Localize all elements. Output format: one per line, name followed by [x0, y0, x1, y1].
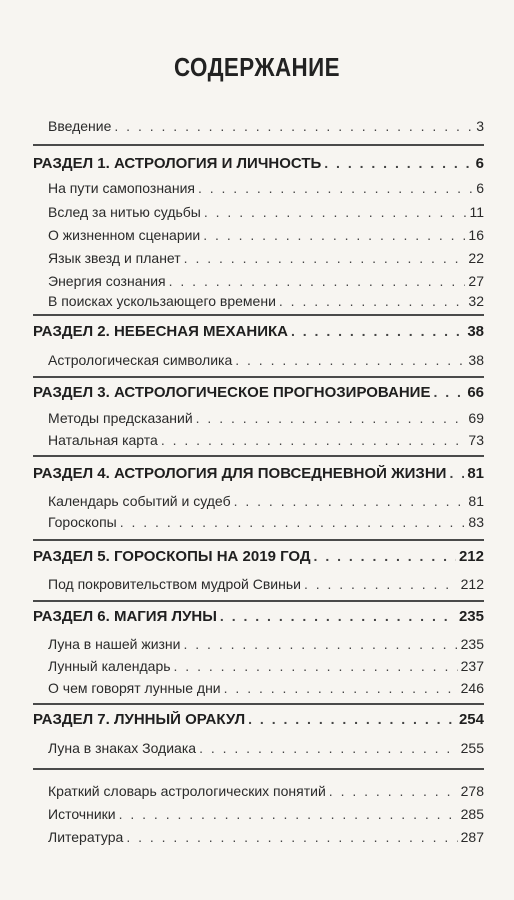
toc-entry-label: О жизненном сценарии: [48, 227, 201, 243]
toc-entry-label: Энергия сознания: [48, 273, 166, 289]
toc-entry[interactable]: [48, 493, 484, 509]
toc-entry-label: Под покровительством мудрой Свиньи: [48, 576, 301, 592]
leader-dots: [433, 384, 464, 400]
leader-dots: [119, 806, 458, 822]
toc-entry-label: Литература: [48, 829, 124, 845]
toc-entry-page: 16: [468, 227, 484, 243]
toc-entry[interactable]: [48, 352, 484, 368]
leader-dots: [329, 783, 458, 799]
leader-dots: [183, 636, 457, 652]
toc-entry-label: В поисках ускользающего времени: [48, 293, 276, 309]
toc-entry[interactable]: [48, 227, 484, 243]
toc-entry-page: 3: [476, 118, 484, 134]
toc-entry-label: Краткий словарь астрологических понятий: [48, 783, 326, 799]
toc-entry-label: Язык звезд и планет: [48, 250, 181, 266]
toc-entry-page: 246: [460, 680, 484, 696]
leader-dots: [304, 576, 458, 592]
leader-dots: [291, 323, 464, 339]
leader-dots: [314, 548, 456, 564]
leader-dots: [234, 493, 466, 509]
toc-entry[interactable]: [48, 680, 484, 696]
toc-section-4[interactable]: [33, 465, 484, 482]
toc-section-page: 66: [467, 384, 484, 401]
toc-entry[interactable]: [48, 514, 484, 530]
toc-entry-glossary[interactable]: [48, 783, 484, 799]
toc-entry-page: 38: [468, 352, 484, 368]
toc-section-6[interactable]: [33, 608, 484, 625]
toc-entry-page: 287: [460, 829, 484, 845]
toc-entry-page: 285: [460, 806, 484, 822]
toc-entry-label: На пути самопознания: [48, 180, 195, 196]
toc-section-5[interactable]: [33, 548, 484, 565]
leader-dots: [126, 829, 457, 845]
toc-entry-label: О чем говорят лунные дни: [48, 680, 221, 696]
toc-entry[interactable]: [48, 432, 484, 448]
toc-entry-page: 69: [468, 410, 484, 426]
toc-entry-label: Луна в знаках Зодиака: [48, 740, 197, 756]
leader-dots: [174, 658, 458, 674]
toc-entry-label: Календарь событий и судеб: [48, 493, 231, 509]
leader-dots: [169, 273, 466, 289]
toc-entry[interactable]: [48, 250, 484, 266]
toc-entry[interactable]: [48, 576, 484, 592]
section-divider: [33, 703, 484, 705]
toc-section-7[interactable]: [33, 711, 484, 728]
section-divider: [33, 455, 484, 457]
leader-dots: [199, 740, 458, 756]
page-title: СОДЕРЖАНИЕ: [174, 52, 340, 82]
toc-entry-page: 278: [460, 783, 484, 799]
toc-entry[interactable]: [48, 293, 484, 309]
leader-dots: [161, 432, 466, 448]
toc-entry-label: Луна в нашей жизни: [48, 636, 181, 652]
toc-section-label: РАЗДЕЛ 2. НЕБЕСНАЯ МЕХАНИКА: [33, 323, 288, 340]
toc-entry[interactable]: [48, 273, 484, 289]
toc-entry-label: Методы предсказаний: [48, 410, 193, 426]
toc-entry-label: Источники: [48, 806, 116, 822]
toc-entry-page: 6: [476, 180, 484, 196]
toc-entry-page: 81: [468, 493, 484, 509]
toc-section-3[interactable]: [33, 384, 484, 401]
toc-entry-label: Лунный календарь: [48, 658, 171, 674]
toc-section-label: РАЗДЕЛ 6. МАГИЯ ЛУНЫ: [33, 608, 217, 625]
toc-section-2[interactable]: [33, 323, 484, 340]
section-divider: [33, 768, 484, 770]
toc-section-label: РАЗДЕЛ 7. ЛУННЫЙ ОРАКУЛ: [33, 711, 246, 728]
toc-section-label: РАЗДЕЛ 5. ГОРОСКОПЫ НА 2019 ГОД: [33, 548, 311, 565]
leader-dots: [449, 465, 464, 481]
toc-section-page: 6: [475, 155, 484, 172]
toc-section-page: 38: [467, 323, 484, 340]
leader-dots: [184, 250, 466, 266]
leader-dots: [203, 227, 465, 243]
toc-entry-literature[interactable]: [48, 829, 484, 845]
toc-entry[interactable]: [48, 636, 484, 652]
toc-entry[interactable]: [48, 180, 484, 196]
leader-dots: [324, 155, 472, 171]
section-divider: [33, 600, 484, 602]
leader-dots: [120, 514, 466, 530]
section-divider: [33, 144, 484, 146]
toc-section-page: 212: [458, 548, 484, 565]
toc-entry-label: Гороскопы: [48, 514, 117, 530]
toc-entry-label: Натальная карта: [48, 432, 158, 448]
toc-entry-page: 83: [468, 514, 484, 530]
toc-entry-page: 11: [469, 204, 484, 220]
leader-dots: [196, 410, 466, 426]
toc-entry-page: 73: [468, 432, 484, 448]
toc-entry-page: 32: [468, 293, 484, 309]
toc-section-page: 254: [458, 711, 484, 728]
toc-section-page: 81: [467, 465, 484, 482]
toc-entry-page: 22: [468, 250, 484, 266]
toc-section-label: РАЗДЕЛ 1. АСТРОЛОГИЯ И ЛИЧНОСТЬ: [33, 155, 322, 172]
toc-entry-page: 212: [460, 576, 484, 592]
toc-entry[interactable]: [48, 658, 484, 674]
toc-entry-page: 235: [460, 636, 484, 652]
toc-entry-page: 255: [460, 740, 484, 756]
leader-dots: [114, 118, 473, 134]
toc-entry-intro[interactable]: [48, 118, 484, 134]
toc-entry-label: Астрологическая символика: [48, 352, 233, 368]
toc-entry[interactable]: [48, 410, 484, 426]
toc-entry[interactable]: [48, 740, 484, 756]
toc-entry-label: Вслед за нитью судьбы: [48, 204, 201, 220]
toc-section-1[interactable]: [33, 155, 484, 172]
leader-dots: [204, 204, 467, 220]
toc-entry-sources[interactable]: [48, 806, 484, 822]
toc-entry-label: Введение: [48, 118, 112, 134]
leader-dots: [224, 680, 458, 696]
toc-entry-page: 237: [460, 658, 484, 674]
toc-section-label: РАЗДЕЛ 3. АСТРОЛОГИЧЕСКОЕ ПРОГНОЗИРОВАНИЕ: [33, 384, 431, 401]
section-divider: [33, 539, 484, 541]
toc-entry[interactable]: [48, 204, 484, 220]
leader-dots: [279, 293, 466, 309]
section-divider: [33, 314, 484, 316]
toc-section-page: 235: [458, 608, 484, 625]
toc-entry-page: 27: [468, 273, 484, 289]
leader-dots: [235, 352, 465, 368]
leader-dots: [248, 711, 456, 727]
toc-section-label: РАЗДЕЛ 4. АСТРОЛОГИЯ ДЛЯ ПОВСЕДНЕВНОЙ ЖИЗНИ: [33, 465, 447, 482]
leader-dots: [198, 180, 473, 196]
leader-dots: [220, 608, 456, 624]
section-divider: [33, 376, 484, 378]
